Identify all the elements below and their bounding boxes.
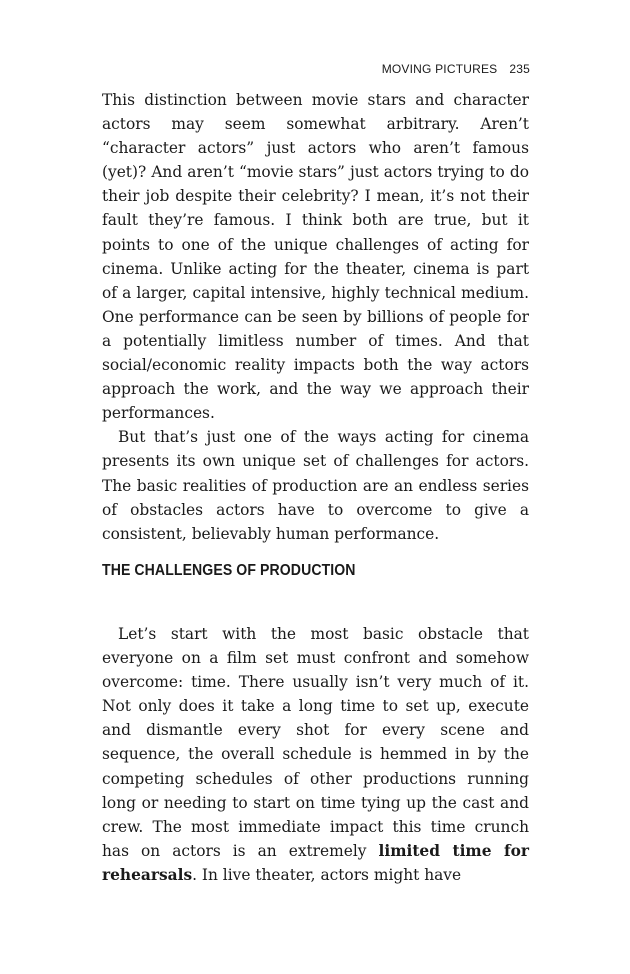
bold-phrase: limited time for rehearsals <box>102 841 530 884</box>
paragraph: But that’s just one of the ways acting for cinema presents its own unique set of challenges for actors. The basic realities of production are an endless series of obstacles actors have to overcome to give a consistent, believably human performance. <box>102 428 529 543</box>
running-head <box>382 62 530 76</box>
body-text-bottom <box>102 622 529 887</box>
section-heading: THE CHALLENGES OF PRODUCTION <box>102 562 356 579</box>
running-head-title: MOVING PICTURES <box>381 62 498 76</box>
page-number: 235 <box>509 62 530 76</box>
paragraph-lead: Let’s start with the most basic obstacle that everyone on a film set must confront and somehow overcome: time. There usually isn’t very much of it. Not only does it take a long time to set up, execute and dismantle every shot for every scene and sequence, the overall schedule is hemmed in by the competing schedules of other productions running long or needing to start on time tying up the cast and crew. The most immediate impact this time crunch has on actors is an extremely <box>102 625 529 860</box>
paragraph-tail: . In live theater, actors might have <box>192 865 462 884</box>
paragraph <box>102 622 529 887</box>
body-text-top <box>102 88 529 546</box>
paragraph: This distinction between movie stars and character actors may seem somewhat arbitrary. Aren’t “character actors” just actors who aren’t famous (yet)? And aren’t “movie stars” just actors trying to do their job despite their celebrity? I mean, it’s not their fault they’re famous. I think both are true, but it points to one of the unique challenges of acting for cinema. Unlike acting for the theater, cinema is part of a larger, capital intensive, highly technical medium. One performance can be seen by billions of people for a potentially limitless number of times. And that social/economic reality impacts both the way actors approach the work, and the way we approach their performances. <box>102 91 529 423</box>
